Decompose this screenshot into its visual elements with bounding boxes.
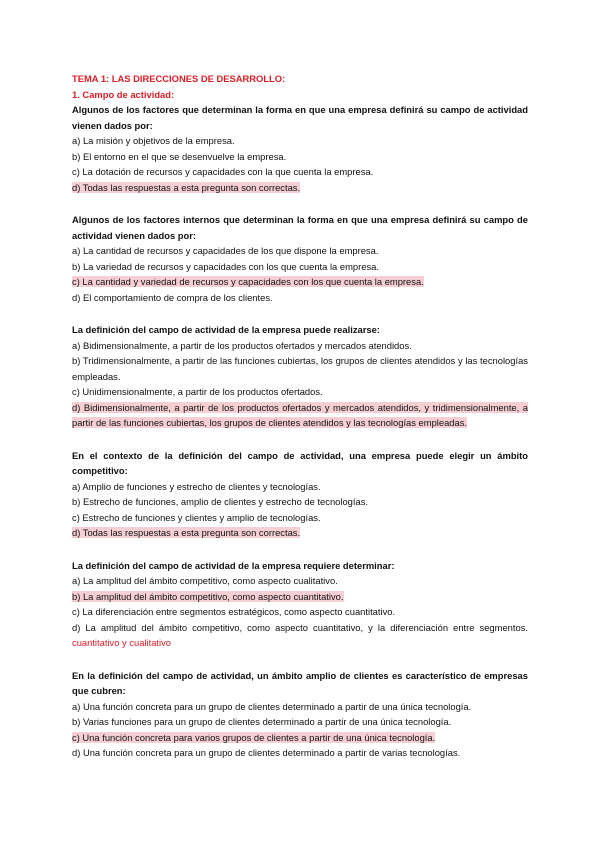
option-c: c) Unidimensionalmente, a partir de los productos ofertados.	[72, 386, 323, 397]
question-stem: Algunos de los factores que determinan la forma en que una empresa definirá su campo de actividad vienen dados por:	[72, 104, 528, 131]
answer-highlight: b) La amplitud del ámbito competitivo, como aspecto cuantitativo.	[72, 590, 344, 602]
question-stem: Algunos de los factores internos que determinan la forma en que una empresa definirá su campo de actividad vienen dados por:	[72, 214, 528, 241]
question-stem: La definición del campo de actividad de la empresa requiere determinar:	[72, 559, 395, 571]
option-b: b) Estrecho de funciones, amplio de clientes y estrecho de tecnologías.	[72, 496, 369, 507]
option-a: a) La amplitud del ámbito competitivo, como aspecto cualitativo.	[72, 575, 338, 586]
option-d-correct	[72, 400, 528, 431]
option-a: a) La cantidad de recursos y capacidades de los que dispone la empresa.	[72, 245, 379, 256]
section-heading: 1. Campo de actividad:	[72, 88, 175, 100]
option-b-correct	[72, 589, 528, 605]
answer-highlight: c) Una función concreta para varios grupos de clientes a partir de una única tecnología.	[72, 731, 436, 743]
answer-highlight: c) La cantidad y variedad de recursos y capacidades con los que cuenta la empresa.	[72, 276, 424, 287]
option-a: a) Bidimensionalmente, a partir de los productos ofertados y mercados atendidos.	[72, 339, 412, 351]
answer-highlight: d) Todas las respuestas a esta pregunta son correctas.	[72, 181, 301, 193]
option-b: b) Varias funciones para un grupo de clientes determinado a partir de una única tecnología.	[72, 716, 452, 727]
option-c: c) La dotación de recursos y capacidades con la que cuenta la empresa.	[72, 166, 374, 177]
question-stem: En la definición del campo de actividad, un ámbito amplio de clientes es característico de empresas que cubren:	[72, 669, 528, 696]
answer-highlight: d) Bidimensionalmente, a partir de los productos ofertados y mercados atendidos, y tridimensionalmente, a partir de las funciones cubiertas, los grupos de clientes atendidos y las tecnologías empleadas.	[72, 401, 528, 428]
question-4	[72, 448, 528, 541]
option-c: c) Estrecho de funciones y clientes y amplio de tecnologías.	[72, 511, 321, 523]
option-c: c) La diferenciación entre segmentos estratégicos, como aspecto cuantitativo.	[72, 606, 396, 617]
question-5	[72, 558, 528, 651]
question-3	[72, 322, 528, 431]
option-d-correct	[72, 180, 528, 196]
option-a: a) Amplio de funciones y estrecho de clientes y tecnologías.	[72, 480, 321, 492]
option-d-correct	[72, 525, 528, 541]
document-title: TEMA 1: LAS DIRECCIONES DE DESARROLLO:	[72, 73, 286, 84]
option-b: b) La variedad de recursos y capacidades con los que cuenta la empresa.	[72, 260, 379, 272]
option-b: b) Tridimensionalmente, a partir de las funciones cubiertas, los grupos de clientes atendidos y las tecnologías empleadas.	[72, 355, 528, 382]
answer-highlight: d) Todas las respuestas a esta pregunta son correctas.	[72, 527, 301, 538]
option-c-correct	[72, 730, 528, 746]
question-2	[72, 212, 528, 305]
option-d: d) Una función concreta para un grupo de clientes determinado a partir de varias tecnologías.	[72, 747, 461, 758]
option-b: b) El entorno en el que se desenvuelve la empresa.	[72, 150, 287, 162]
option-d: d) El comportamiento de compra de los clientes.	[72, 291, 273, 303]
option-a: a) Una función concreta para un grupo de clientes determinado a partir de una única tecnología.	[72, 700, 472, 712]
question-stem: En el contexto de la definición del campo de actividad, una empresa puede elegir un ámbito competitivo:	[72, 449, 528, 476]
question-stem: La definición del campo de actividad de la empresa puede realizarse:	[72, 324, 380, 335]
question-1	[72, 102, 528, 195]
option-d: d) La amplitud del ámbito competitivo, como aspecto cuantitativo, y la diferenciación entre segmentos. cuantitativo y cualitativo	[72, 621, 528, 648]
annotation-note: cuantitativo y cualitativo	[72, 637, 172, 648]
option-a: a) La misión y objetivos de la empresa.	[72, 135, 235, 146]
option-c-correct	[72, 274, 528, 290]
question-6	[72, 668, 528, 761]
